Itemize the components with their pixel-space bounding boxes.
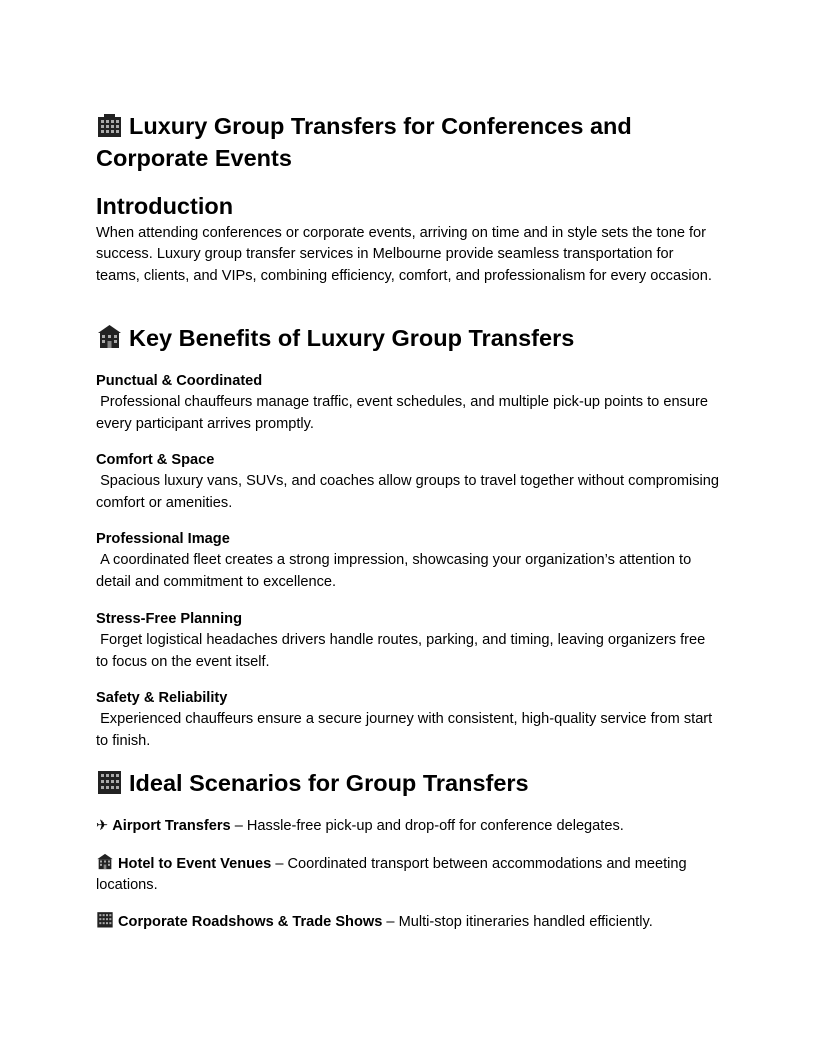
scenario-description: – Coordinated transport between accommodations and meeting locations. (96, 856, 687, 894)
scenario-title: Airport Transfers (112, 818, 231, 834)
benefit-description: Spacious luxury vans, SUVs, and coaches allow groups to travel together without compromising comfort or amenities. (96, 473, 724, 511)
document-title (96, 110, 720, 174)
scenario-airport (96, 816, 720, 837)
benefit-punctual (96, 371, 720, 435)
benefit-comfort (96, 450, 724, 514)
scenario-hotel (96, 853, 720, 897)
scenario-title: Hotel to Event Venues (118, 856, 272, 872)
benefits-heading (96, 322, 574, 354)
benefit-description: Professional chauffeurs manage traffic, event schedules, and multiple pick-up points to ensure every participant arrives promptly. (96, 394, 713, 432)
benefit-title: Comfort & Space (96, 452, 215, 468)
introduction-heading: Introduction (96, 193, 234, 219)
benefit-planning (96, 609, 720, 673)
benefit-image (96, 529, 720, 593)
document-title-text: Luxury Group Transfers for Conferences and Corporate Events (96, 113, 632, 171)
office-icon (96, 911, 114, 928)
benefit-safety (96, 688, 720, 752)
office-icon (96, 770, 123, 794)
scenarios-heading-text: Ideal Scenarios for Group Transfers (129, 770, 529, 796)
building-icon (96, 113, 123, 137)
scenario-description: – Multi-stop itineraries handled efficiently. (382, 914, 653, 930)
airplane-icon: ✈ (96, 818, 109, 834)
introduction-paragraph: When attending conferences or corporate events, arriving on time and in style sets the tone for success. Luxury group transfer services in Melbourne provide seamless transportation for teams, clients, and VIPs, combining efficiency, comfort, and professionalism for every occasion. (96, 225, 712, 284)
benefit-description: Experienced chauffeurs ensure a secure journey with consistent, high-quality service from start to finish. (96, 711, 717, 749)
scenario-description: – Hassle-free pick-up and drop-off for conference delegates. (230, 818, 624, 834)
hotel-icon (96, 853, 114, 870)
hotel-icon (96, 324, 123, 349)
benefit-title: Punctual & Coordinated (96, 373, 263, 389)
benefit-title: Safety & Reliability (96, 690, 228, 706)
benefit-title: Professional Image (96, 531, 230, 547)
benefit-description: A coordinated fleet creates a strong impression, showcasing your organization’s attention to detail and commitment to excellence. (96, 552, 696, 590)
benefit-description: Forget logistical headaches drivers handle routes, parking, and timing, leaving organizers free to focus on the event itself. (96, 632, 710, 670)
benefits-heading-text: Key Benefits of Luxury Group Transfers (129, 325, 575, 351)
scenario-roadshows (96, 911, 720, 933)
scenario-title: Corporate Roadshows & Trade Shows (118, 914, 383, 930)
benefit-title: Stress-Free Planning (96, 611, 242, 627)
scenarios-heading (96, 767, 529, 799)
